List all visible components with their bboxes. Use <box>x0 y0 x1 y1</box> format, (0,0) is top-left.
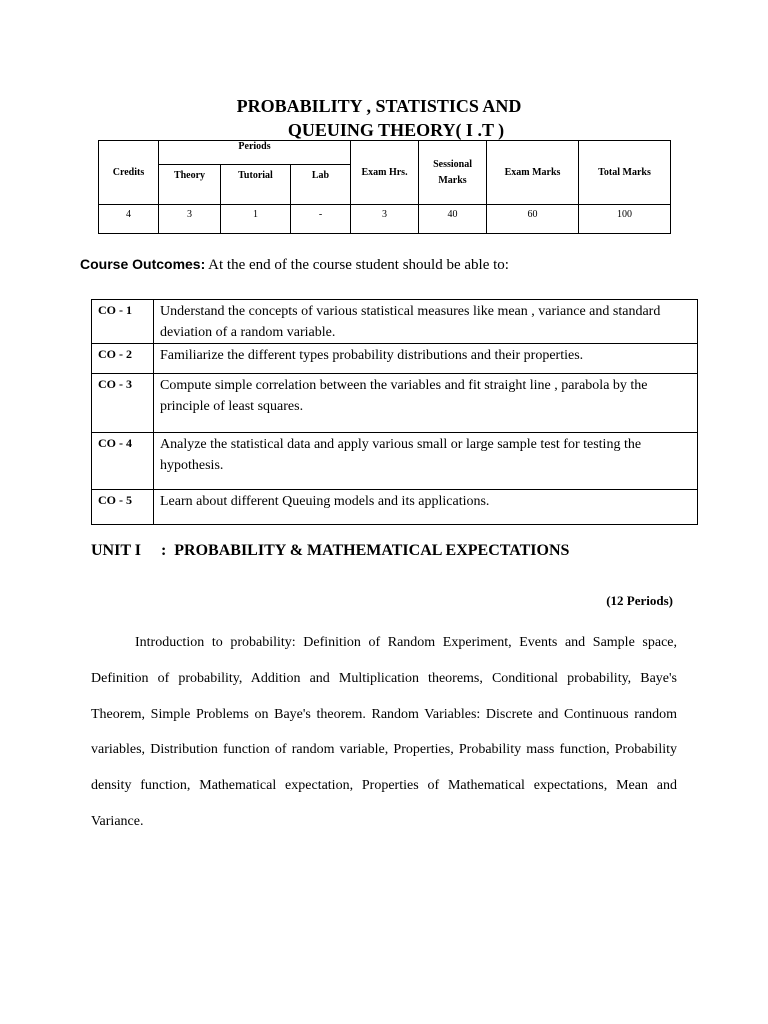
unit-body <box>91 625 677 840</box>
co-text: Compute simple correlation between the variables and fit straight line , parabola by the principle of least squares. <box>154 374 698 433</box>
credits-table <box>98 140 671 234</box>
co-text: Learn about different Queuing models and its applications. <box>154 490 698 525</box>
co-code: CO - 2 <box>92 344 154 374</box>
value-exam-marks: 60 <box>487 205 579 234</box>
unit-heading: UNIT I : PROBABILITY & MATHEMATICAL EXPECTATIONS <box>91 542 570 559</box>
header-credits: Credits <box>99 141 159 205</box>
header-tutorial: Tutorial <box>221 165 291 205</box>
header-lab: Lab <box>291 165 351 205</box>
unit-body-text: Introduction to probability: Definition of Random Experiment, Events and Sample space, Definition of probability, Addition and Multiplication theorems, Conditional probability, Baye's Theorem, Simple Problems on Baye's theorem. Random Variables: Discrete and Continuous random variables, Distribution function of random variable, Properties, Probability mass function, Probability density function, Mathematical expectation, Properties of Mathematical expectations, Mean and Variance. <box>91 635 677 829</box>
course-outcomes-table <box>91 299 698 525</box>
value-lab: - <box>291 205 351 234</box>
co-code: CO - 4 <box>92 433 154 490</box>
table-row <box>92 490 698 525</box>
value-total-marks: 100 <box>579 205 671 234</box>
co-text: Analyze the statistical data and apply various small or large sample test for testing the hypothesis. <box>154 433 698 490</box>
co-code: CO - 1 <box>92 300 154 344</box>
header-exam-hrs: Exam Hrs. <box>351 141 419 205</box>
co-text: Familiarize the different types probability distributions and their properties. <box>154 344 698 374</box>
table-row <box>92 344 698 374</box>
table-row <box>92 374 698 433</box>
co-code: CO - 3 <box>92 374 154 433</box>
value-sessional-marks: 40 <box>419 205 487 234</box>
course-outcomes-heading <box>80 256 509 274</box>
course-outcomes-intro: At the end of the course student should be able to: <box>205 257 509 273</box>
title-line-1: PROBABILITY , STATISTICS AND <box>236 96 522 116</box>
value-exam-hrs: 3 <box>351 205 419 234</box>
header-exam-marks: Exam Marks <box>487 141 579 205</box>
unit-periods: (12 Periods) <box>606 593 673 608</box>
table-row <box>92 433 698 490</box>
value-credits: 4 <box>99 205 159 234</box>
co-text: Understand the concepts of various statistical measures like mean , variance and standard deviation of a random variable. <box>154 300 698 344</box>
title-line-2: QUEUING THEORY( I .T ) <box>287 120 505 140</box>
value-tutorial: 1 <box>221 205 291 234</box>
header-theory: Theory <box>159 165 221 205</box>
header-total-marks: Total Marks <box>579 141 671 205</box>
course-outcomes-label: Course Outcomes: <box>80 256 206 272</box>
table-row <box>92 300 698 344</box>
header-periods: Periods <box>159 141 351 165</box>
value-theory: 3 <box>159 205 221 234</box>
header-sessional-marks: Sessional Marks <box>419 141 487 205</box>
co-code: CO - 5 <box>92 490 154 525</box>
